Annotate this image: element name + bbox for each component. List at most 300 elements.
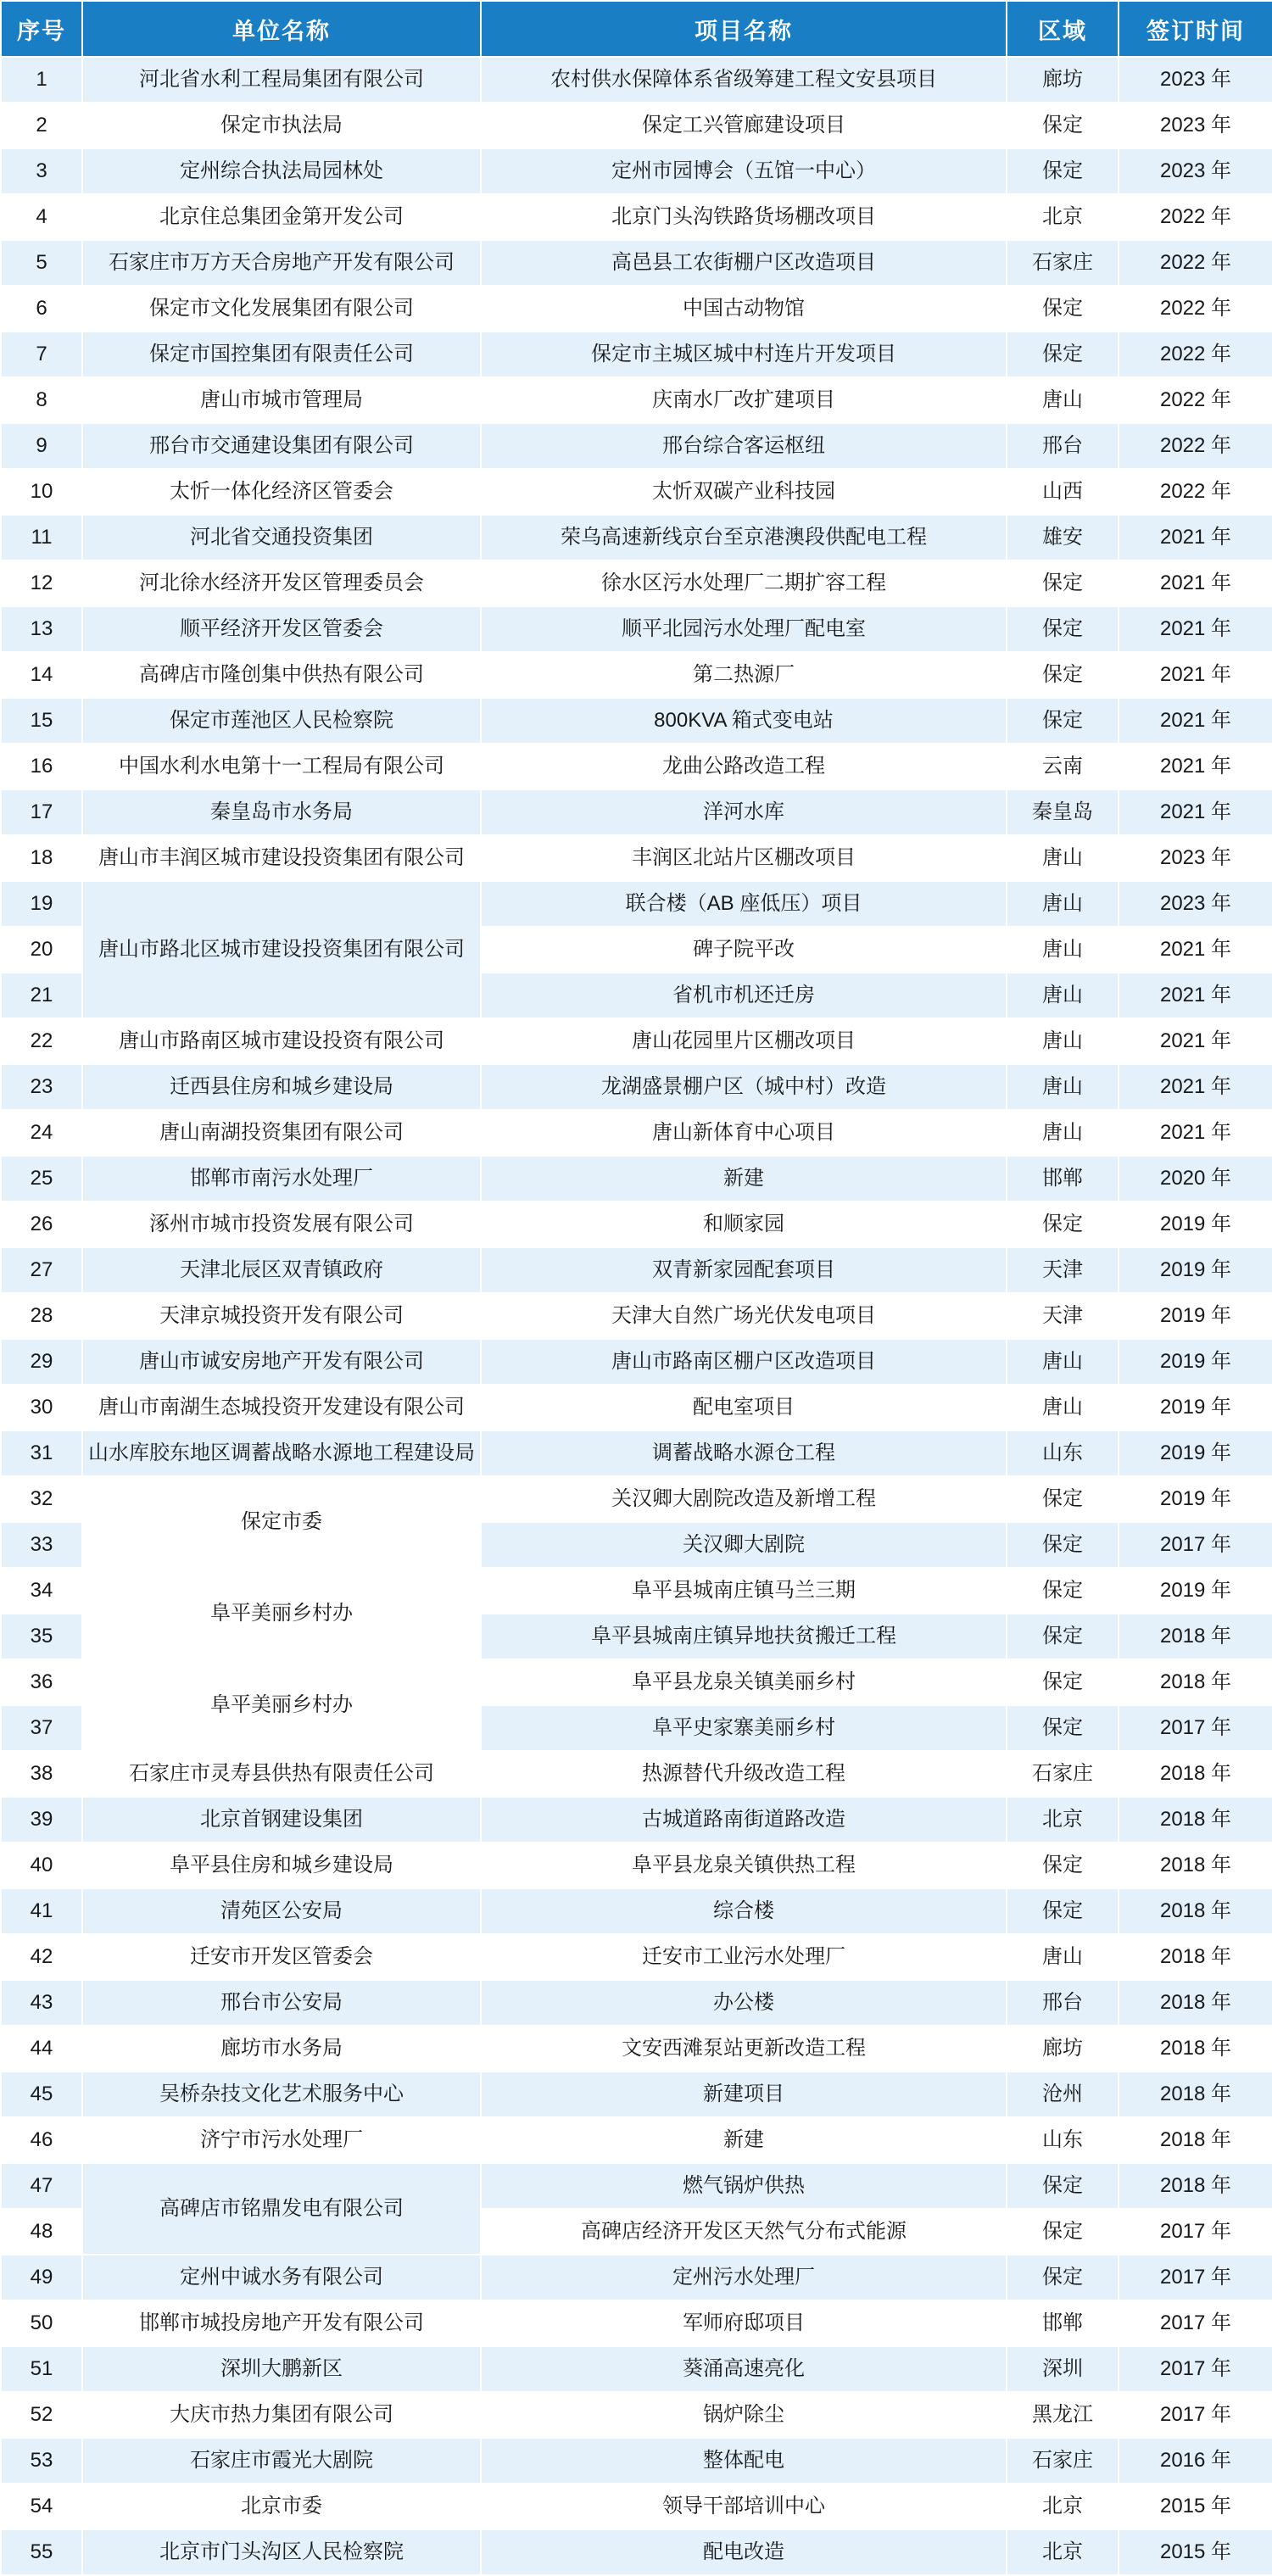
cell-time: 2022 年: [1119, 194, 1272, 240]
cell-project: 阜平县城南庄镇异地扶贫搬迁工程: [481, 1614, 1007, 1659]
cell-project: 双青新家园配套项目: [481, 1247, 1007, 1293]
cell-area: 保定: [1007, 1843, 1119, 1888]
cell-area: 北京: [1007, 2484, 1119, 2529]
cell-time: 2018 年: [1119, 1980, 1272, 2026]
cell-index: 5: [1, 240, 82, 286]
cell-unit: 河北省水利工程局集团有限公司: [82, 57, 481, 103]
cell-project: 办公楼: [481, 1980, 1007, 2026]
cell-time: 2018 年: [1119, 1843, 1272, 1888]
cell-area: 天津: [1007, 1293, 1119, 1339]
table-header-row: [1, 1, 1272, 57]
cell-area: 天津: [1007, 1247, 1119, 1293]
cell-index: 7: [1, 332, 82, 377]
cell-unit: 涿州市城市投资发展有限公司: [82, 1202, 481, 1247]
table-row: [1, 1980, 1272, 2026]
cell-time: 2015 年: [1119, 2484, 1272, 2529]
cell-project: 新建项目: [481, 2071, 1007, 2117]
cell-project: 省机市机还迁房: [481, 973, 1007, 1018]
cell-area: 邯郸: [1007, 2300, 1119, 2346]
cell-time: 2017 年: [1119, 2255, 1272, 2300]
table-row: [1, 2529, 1272, 2575]
cell-index: 41: [1, 1888, 82, 1934]
table-row: [1, 1430, 1272, 1476]
cell-unit: 阜平美丽乡村办: [82, 1659, 481, 1751]
cell-index: 37: [1, 1705, 82, 1751]
cell-area: 山西: [1007, 469, 1119, 515]
cell-index: 52: [1, 2392, 82, 2438]
cell-time: 2018 年: [1119, 1751, 1272, 1797]
cell-unit: 山水库胶东地区调蓄战略水源地工程建设局: [82, 1430, 481, 1476]
cell-project: 热源替代升级改造工程: [481, 1751, 1007, 1797]
cell-unit: 定州中诚水务有限公司: [82, 2255, 481, 2300]
cell-unit: 唐山南湖投资集团有限公司: [82, 1110, 481, 1156]
cell-project: 天津大自然广场光伏发电项目: [481, 1293, 1007, 1339]
cell-index: 17: [1, 789, 82, 835]
cell-index: 11: [1, 515, 82, 560]
cell-time: 2022 年: [1119, 377, 1272, 423]
cell-area: 秦皇岛: [1007, 789, 1119, 835]
table-row: [1, 652, 1272, 698]
cell-area: 保定: [1007, 1476, 1119, 1522]
table-row: [1, 2026, 1272, 2071]
cell-unit: 保定市莲池区人民检察院: [82, 698, 481, 744]
cell-area: 保定: [1007, 1659, 1119, 1705]
cell-time: 2015 年: [1119, 2529, 1272, 2575]
cell-time: 2018 年: [1119, 1659, 1272, 1705]
cell-index: 21: [1, 973, 82, 1018]
cell-index: 31: [1, 1430, 82, 1476]
cell-project: 龙曲公路改造工程: [481, 744, 1007, 789]
cell-unit: 唐山市路南区城市建设投资有限公司: [82, 1018, 481, 1064]
cell-project: 丰润区北站片区棚改项目: [481, 835, 1007, 881]
cell-time: 2021 年: [1119, 973, 1272, 1018]
table-row: [1, 286, 1272, 332]
cell-project: 阜平县城南庄镇马兰三期: [481, 1568, 1007, 1614]
table-row: [1, 835, 1272, 881]
cell-time: 2018 年: [1119, 2071, 1272, 2117]
cell-index: 46: [1, 2117, 82, 2163]
cell-area: 唐山: [1007, 1110, 1119, 1156]
cell-area: 廊坊: [1007, 2026, 1119, 2071]
table-row: [1, 57, 1272, 103]
cell-index: 29: [1, 1339, 82, 1385]
cell-time: 2018 年: [1119, 1614, 1272, 1659]
cell-area: 北京: [1007, 194, 1119, 240]
cell-area: 山东: [1007, 2117, 1119, 2163]
cell-index: 51: [1, 2346, 82, 2392]
cell-project: 新建: [481, 2117, 1007, 2163]
cell-unit: 迁安市开发区管委会: [82, 1934, 481, 1980]
cell-index: 40: [1, 1843, 82, 1888]
table-row: [1, 1797, 1272, 1843]
cell-index: 33: [1, 1522, 82, 1568]
cell-unit: 吴桥杂技文化艺术服务中心: [82, 2071, 481, 2117]
cell-area: 保定: [1007, 1568, 1119, 1614]
cell-index: 9: [1, 423, 82, 469]
cell-project: 太忻双碳产业科技园: [481, 469, 1007, 515]
cell-index: 45: [1, 2071, 82, 2117]
cell-time: 2021 年: [1119, 927, 1272, 973]
cell-project: 庆南水厂改扩建项目: [481, 377, 1007, 423]
cell-unit: 北京市委: [82, 2484, 481, 2529]
cell-time: 2021 年: [1119, 789, 1272, 835]
cell-area: 保定: [1007, 332, 1119, 377]
table-row: [1, 789, 1272, 835]
cell-project: 唐山花园里片区棚改项目: [481, 1018, 1007, 1064]
cell-index: 54: [1, 2484, 82, 2529]
table-row: [1, 560, 1272, 606]
cell-index: 10: [1, 469, 82, 515]
table-row: [1, 698, 1272, 744]
cell-time: 2017 年: [1119, 1705, 1272, 1751]
cell-area: 雄安: [1007, 515, 1119, 560]
cell-unit: 深圳大鹏新区: [82, 2346, 481, 2392]
cell-time: 2018 年: [1119, 2117, 1272, 2163]
cell-unit: 高碑店市隆创集中供热有限公司: [82, 652, 481, 698]
cell-unit: 北京市门头沟区人民检察院: [82, 2529, 481, 2575]
cell-index: 22: [1, 1018, 82, 1064]
cell-project: 唐山新体育中心项目: [481, 1110, 1007, 1156]
cell-time: 2018 年: [1119, 2026, 1272, 2071]
cell-project: 迁安市工业污水处理厂: [481, 1934, 1007, 1980]
cell-project: 燃气锅炉供热: [481, 2163, 1007, 2209]
cell-unit: 邯郸市南污水处理厂: [82, 1156, 481, 1202]
cell-project: 关汉卿大剧院改造及新增工程: [481, 1476, 1007, 1522]
cell-area: 保定: [1007, 1614, 1119, 1659]
cell-unit: 大庆市热力集团有限公司: [82, 2392, 481, 2438]
table-row: [1, 2484, 1272, 2529]
cell-project: 锅炉除尘: [481, 2392, 1007, 2438]
table-row: [1, 1751, 1272, 1797]
cell-area: 保定: [1007, 2255, 1119, 2300]
cell-area: 唐山: [1007, 927, 1119, 973]
cell-time: 2023 年: [1119, 103, 1272, 148]
cell-area: 黑龙江: [1007, 2392, 1119, 2438]
cell-area: 山东: [1007, 1430, 1119, 1476]
cell-time: 2021 年: [1119, 1110, 1272, 1156]
column-header-project: 项目名称: [481, 1, 1007, 57]
cell-area: 邯郸: [1007, 1156, 1119, 1202]
cell-index: 34: [1, 1568, 82, 1614]
cell-index: 15: [1, 698, 82, 744]
cell-index: 44: [1, 2026, 82, 2071]
cell-project: 整体配电: [481, 2438, 1007, 2484]
cell-area: 北京: [1007, 1797, 1119, 1843]
cell-project: 和顺家园: [481, 1202, 1007, 1247]
cell-unit: 清苑区公安局: [82, 1888, 481, 1934]
table-row: [1, 515, 1272, 560]
cell-time: 2021 年: [1119, 1064, 1272, 1110]
cell-project: 唐山市路南区棚户区改造项目: [481, 1339, 1007, 1385]
cell-time: 2019 年: [1119, 1202, 1272, 1247]
cell-project: 联合楼（AB 座低压）项目: [481, 881, 1007, 927]
cell-area: 石家庄: [1007, 1751, 1119, 1797]
table-row: [1, 103, 1272, 148]
cell-area: 唐山: [1007, 1339, 1119, 1385]
cell-area: 唐山: [1007, 377, 1119, 423]
cell-area: 保定: [1007, 1888, 1119, 1934]
cell-project: 关汉卿大剧院: [481, 1522, 1007, 1568]
cell-project: 定州污水处理厂: [481, 2255, 1007, 2300]
table-row: [1, 2255, 1272, 2300]
cell-project: 高邑县工农街棚户区改造项目: [481, 240, 1007, 286]
cell-index: 35: [1, 1614, 82, 1659]
cell-area: 保定: [1007, 2163, 1119, 2209]
cell-time: 2018 年: [1119, 1888, 1272, 1934]
cell-unit: 高碑店市铭鼎发电有限公司: [82, 2163, 481, 2255]
cell-time: 2017 年: [1119, 2300, 1272, 2346]
cell-time: 2020 年: [1119, 1156, 1272, 1202]
cell-area: 邢台: [1007, 1980, 1119, 2026]
table-row: [1, 1934, 1272, 1980]
table-row: [1, 2346, 1272, 2392]
cell-area: 保定: [1007, 1202, 1119, 1247]
cell-project: 第二热源厂: [481, 652, 1007, 698]
cell-unit: 保定市国控集团有限责任公司: [82, 332, 481, 377]
cell-unit: 河北徐水经济开发区管理委员会: [82, 560, 481, 606]
cell-time: 2023 年: [1119, 148, 1272, 194]
cell-time: 2021 年: [1119, 515, 1272, 560]
cell-project: 北京门头沟铁路货场棚改项目: [481, 194, 1007, 240]
cell-project: 顺平北园污水处理厂配电室: [481, 606, 1007, 652]
cell-time: 2023 年: [1119, 881, 1272, 927]
cell-time: 2022 年: [1119, 240, 1272, 286]
cell-time: 2018 年: [1119, 2163, 1272, 2209]
cell-project: 碑子院平改: [481, 927, 1007, 973]
table-header: [1, 1, 1272, 57]
table-row: [1, 2117, 1272, 2163]
cell-index: 50: [1, 2300, 82, 2346]
table-row: [1, 1202, 1272, 1247]
cell-time: 2023 年: [1119, 57, 1272, 103]
cell-time: 2019 年: [1119, 1385, 1272, 1430]
cell-time: 2019 年: [1119, 1247, 1272, 1293]
cell-project: 阜平县龙泉关镇供热工程: [481, 1843, 1007, 1888]
cell-time: 2018 年: [1119, 1797, 1272, 1843]
cell-unit: 唐山市城市管理局: [82, 377, 481, 423]
cell-index: 14: [1, 652, 82, 698]
cell-unit: 顺平经济开发区管委会: [82, 606, 481, 652]
cell-unit: 定州综合执法局园林处: [82, 148, 481, 194]
cell-index: 6: [1, 286, 82, 332]
cell-unit: 天津京城投资开发有限公司: [82, 1293, 481, 1339]
cell-time: 2019 年: [1119, 1293, 1272, 1339]
cell-project: 领导干部培训中心: [481, 2484, 1007, 2529]
cell-project: 中国古动物馆: [481, 286, 1007, 332]
cell-index: 55: [1, 2529, 82, 2575]
cell-area: 唐山: [1007, 835, 1119, 881]
cell-time: 2021 年: [1119, 744, 1272, 789]
cell-project: 新建: [481, 1156, 1007, 1202]
table-row: [1, 1293, 1272, 1339]
cell-unit: 邢台市交通建设集团有限公司: [82, 423, 481, 469]
table-row: [1, 377, 1272, 423]
cell-index: 2: [1, 103, 82, 148]
cell-unit: 保定市文化发展集团有限公司: [82, 286, 481, 332]
cell-unit: 邯郸市城投房地产开发有限公司: [82, 2300, 481, 2346]
cell-unit: 秦皇岛市水务局: [82, 789, 481, 835]
cell-index: 39: [1, 1797, 82, 1843]
cell-index: 26: [1, 1202, 82, 1247]
cell-index: 53: [1, 2438, 82, 2484]
table-body: [1, 57, 1272, 2575]
table-row: [1, 606, 1272, 652]
cell-index: 3: [1, 148, 82, 194]
cell-project: 洋河水库: [481, 789, 1007, 835]
cell-unit: 廊坊市水务局: [82, 2026, 481, 2071]
cell-area: 唐山: [1007, 1385, 1119, 1430]
cell-project: 配电室项目: [481, 1385, 1007, 1430]
cell-unit: 保定市执法局: [82, 103, 481, 148]
cell-time: 2019 年: [1119, 1476, 1272, 1522]
cell-area: 深圳: [1007, 2346, 1119, 2392]
cell-index: 42: [1, 1934, 82, 1980]
cell-time: 2021 年: [1119, 560, 1272, 606]
cell-unit: 北京住总集团金第开发公司: [82, 194, 481, 240]
cell-time: 2022 年: [1119, 469, 1272, 515]
cell-index: 30: [1, 1385, 82, 1430]
cell-index: 18: [1, 835, 82, 881]
cell-unit: 唐山市南湖生态城投资开发建设有限公司: [82, 1385, 481, 1430]
table-row: [1, 469, 1272, 515]
cell-unit: 石家庄市霞光大剧院: [82, 2438, 481, 2484]
cell-index: 13: [1, 606, 82, 652]
table-row: [1, 744, 1272, 789]
cell-area: 保定: [1007, 2209, 1119, 2255]
column-header-area: 区域: [1007, 1, 1119, 57]
cell-time: 2017 年: [1119, 2346, 1272, 2392]
cell-index: 47: [1, 2163, 82, 2209]
table-row: [1, 2438, 1272, 2484]
cell-project: 葵涌高速亮化: [481, 2346, 1007, 2392]
table-row: [1, 148, 1272, 194]
cell-project: 农村供水保障体系省级筹建工程文安县项目: [481, 57, 1007, 103]
cell-project: 文安西滩泵站更新改造工程: [481, 2026, 1007, 2071]
cell-project: 高碑店经济开发区天然气分布式能源: [481, 2209, 1007, 2255]
cell-unit: 唐山市路北区城市建设投资集团有限公司: [82, 881, 481, 1018]
cell-unit: 邢台市公安局: [82, 1980, 481, 2026]
cell-area: 唐山: [1007, 881, 1119, 927]
cell-area: 唐山: [1007, 973, 1119, 1018]
cell-area: 保定: [1007, 103, 1119, 148]
cell-time: 2019 年: [1119, 1430, 1272, 1476]
cell-area: 保定: [1007, 148, 1119, 194]
cell-index: 23: [1, 1064, 82, 1110]
cell-time: 2022 年: [1119, 286, 1272, 332]
cell-time: 2016 年: [1119, 2438, 1272, 2484]
cell-index: 4: [1, 194, 82, 240]
cell-index: 19: [1, 881, 82, 927]
table-row: [1, 1064, 1272, 1110]
cell-time: 2018 年: [1119, 1934, 1272, 1980]
cell-project: 配电改造: [481, 2529, 1007, 2575]
cell-project: 800KVA 箱式变电站: [481, 698, 1007, 744]
cell-area: 唐山: [1007, 1018, 1119, 1064]
table-row: [1, 1659, 1272, 1705]
cell-time: 2023 年: [1119, 835, 1272, 881]
cell-area: 唐山: [1007, 1064, 1119, 1110]
cell-area: 保定: [1007, 286, 1119, 332]
cell-area: 廊坊: [1007, 57, 1119, 103]
cell-unit: 太忻一体化经济区管委会: [82, 469, 481, 515]
cell-index: 8: [1, 377, 82, 423]
cell-area: 石家庄: [1007, 240, 1119, 286]
cell-project: 调蓄战略水源仓工程: [481, 1430, 1007, 1476]
table-row: [1, 1843, 1272, 1888]
cell-unit: 石家庄市灵寿县供热有限责任公司: [82, 1751, 481, 1797]
cell-index: 1: [1, 57, 82, 103]
cell-index: 24: [1, 1110, 82, 1156]
cell-index: 28: [1, 1293, 82, 1339]
cell-time: 2021 年: [1119, 1018, 1272, 1064]
cell-time: 2022 年: [1119, 423, 1272, 469]
table-row: [1, 240, 1272, 286]
cell-unit: 阜平县住房和城乡建设局: [82, 1843, 481, 1888]
cell-project: 定州市园博会（五馆一中心）: [481, 148, 1007, 194]
table-row: [1, 2392, 1272, 2438]
cell-index: 49: [1, 2255, 82, 2300]
cell-index: 27: [1, 1247, 82, 1293]
cell-index: 16: [1, 744, 82, 789]
table-row: [1, 1339, 1272, 1385]
cell-index: 36: [1, 1659, 82, 1705]
column-header-index: 序号: [1, 1, 82, 57]
cell-project: 保定工兴管廊建设项目: [481, 103, 1007, 148]
cell-project: 古城道路南街道路改造: [481, 1797, 1007, 1843]
cell-index: 20: [1, 927, 82, 973]
cell-area: 保定: [1007, 560, 1119, 606]
cell-time: 2017 年: [1119, 1522, 1272, 1568]
cell-unit: 河北省交通投资集团: [82, 515, 481, 560]
table-row: [1, 1247, 1272, 1293]
column-header-time: 签订时间: [1119, 1, 1272, 57]
cell-index: 25: [1, 1156, 82, 1202]
cell-time: 2019 年: [1119, 1339, 1272, 1385]
table-row: [1, 1110, 1272, 1156]
cell-unit: 天津北辰区双青镇政府: [82, 1247, 481, 1293]
table-row: [1, 1018, 1272, 1064]
cell-project: 保定市主城区城中村连片开发项目: [481, 332, 1007, 377]
cell-area: 保定: [1007, 606, 1119, 652]
cell-project: 综合楼: [481, 1888, 1007, 1934]
cell-unit: 石家庄市万方天合房地产开发有限公司: [82, 240, 481, 286]
cell-project: 龙湖盛景棚户区（城中村）改造: [481, 1064, 1007, 1110]
cell-time: 2017 年: [1119, 2209, 1272, 2255]
table-row: [1, 194, 1272, 240]
cell-time: 2022 年: [1119, 332, 1272, 377]
cell-unit: 唐山市诚安房地产开发有限公司: [82, 1339, 481, 1385]
cell-time: 2021 年: [1119, 652, 1272, 698]
table-row: [1, 2163, 1272, 2209]
cell-project: 邢台综合客运枢纽: [481, 423, 1007, 469]
cell-unit: 阜平美丽乡村办: [82, 1568, 481, 1659]
cell-area: 保定: [1007, 1522, 1119, 1568]
cell-area: 保定: [1007, 698, 1119, 744]
cell-index: 48: [1, 2209, 82, 2255]
cell-project: 徐水区污水处理厂二期扩容工程: [481, 560, 1007, 606]
table-row: [1, 2071, 1272, 2117]
cell-time: 2021 年: [1119, 698, 1272, 744]
cell-area: 保定: [1007, 652, 1119, 698]
cell-area: 云南: [1007, 744, 1119, 789]
cell-area: 保定: [1007, 1705, 1119, 1751]
table-row: [1, 1888, 1272, 1934]
cell-project: 荣乌高速新线京台至京港澳段供配电工程: [481, 515, 1007, 560]
table-row: [1, 881, 1272, 927]
cell-index: 32: [1, 1476, 82, 1522]
table-row: [1, 1385, 1272, 1430]
table-row: [1, 423, 1272, 469]
